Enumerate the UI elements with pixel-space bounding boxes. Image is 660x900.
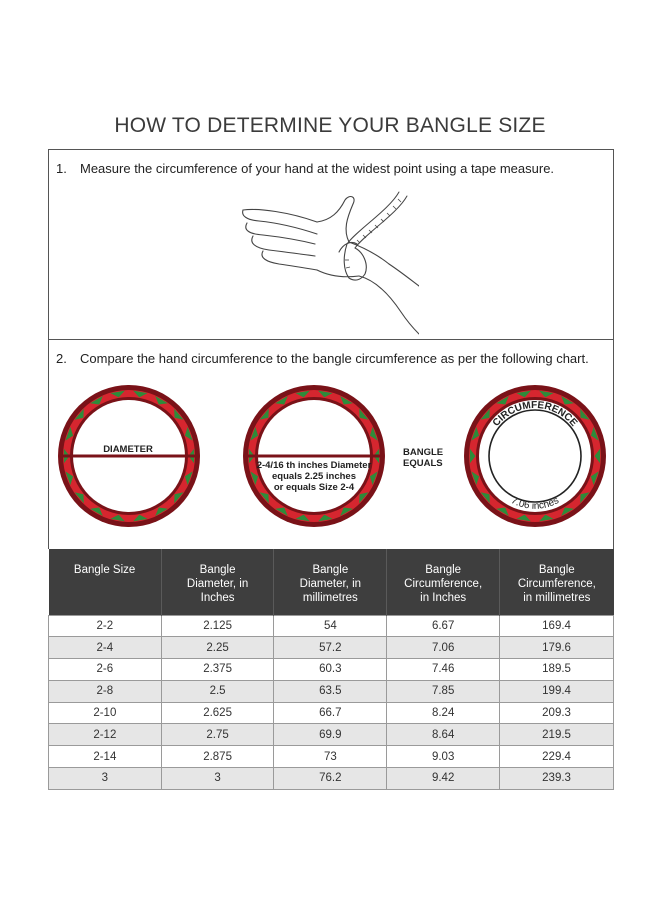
cell-diameter-mm: 69.9 bbox=[274, 724, 387, 746]
cell-circ-in: 7.06 bbox=[387, 637, 500, 659]
step-number: 1. bbox=[56, 161, 67, 176]
cell-circ-in: 8.24 bbox=[387, 702, 500, 724]
step-description: Compare the hand circumference to the bangle circumference as per the following chart. bbox=[80, 351, 589, 366]
cell-size: 2-6 bbox=[49, 659, 162, 681]
bangle-size-example-diagram bbox=[240, 382, 388, 530]
step-description: Measure the circumference of your hand at the widest point using a tape measure. bbox=[80, 161, 555, 176]
diameter-label: DIAMETER bbox=[103, 444, 153, 455]
step-number: 2. bbox=[56, 351, 67, 366]
cell-size: 2-10 bbox=[49, 702, 162, 724]
cell-diameter-in: 2.625 bbox=[161, 702, 274, 724]
header-circumference-inches: Bangle Circumference, in Inches bbox=[387, 549, 500, 615]
cell-circ-mm: 229.4 bbox=[500, 746, 614, 768]
cell-diameter-in: 2.125 bbox=[161, 615, 274, 637]
cell-circ-mm: 179.6 bbox=[500, 637, 614, 659]
size-example-line-3: or equals Size 2-4 bbox=[273, 482, 355, 493]
header-circumference-mm: Bangle Circumference, in millimetres bbox=[500, 549, 614, 615]
header-bangle-size: Bangle Size bbox=[49, 549, 162, 615]
cell-diameter-in: 2.5 bbox=[161, 680, 274, 702]
size-example-line-2: equals 2.25 inches bbox=[272, 471, 356, 482]
cell-circ-in: 9.42 bbox=[387, 768, 500, 790]
cell-circ-mm: 199.4 bbox=[500, 680, 614, 702]
cell-circ-mm: 189.5 bbox=[500, 659, 614, 681]
table-row bbox=[49, 768, 614, 790]
table-row bbox=[49, 724, 614, 746]
cell-diameter-in: 2.875 bbox=[161, 746, 274, 768]
table-row bbox=[49, 680, 614, 702]
step-1-panel bbox=[48, 149, 614, 340]
cell-diameter-mm: 54 bbox=[274, 615, 387, 637]
bangle-circumference-diagram bbox=[461, 382, 609, 530]
cell-size: 2-12 bbox=[49, 724, 162, 746]
step-1-text bbox=[56, 161, 554, 176]
cell-diameter-mm: 57.2 bbox=[274, 637, 387, 659]
header-diameter-mm: Bangle Diameter, in millimetres bbox=[274, 549, 387, 615]
table-row bbox=[49, 702, 614, 724]
bangle-equals-label bbox=[403, 447, 443, 469]
step-2-panel bbox=[48, 339, 614, 549]
cell-circ-mm: 239.3 bbox=[500, 768, 614, 790]
table-row bbox=[49, 637, 614, 659]
table-row bbox=[49, 746, 614, 768]
cell-circ-in: 7.46 bbox=[387, 659, 500, 681]
size-example-label bbox=[255, 460, 373, 493]
cell-diameter-mm: 60.3 bbox=[274, 659, 387, 681]
cell-circ-in: 9.03 bbox=[387, 746, 500, 768]
cell-diameter-in: 2.375 bbox=[161, 659, 274, 681]
cell-diameter-mm: 66.7 bbox=[274, 702, 387, 724]
cell-size: 2-2 bbox=[49, 615, 162, 637]
cell-circ-mm: 219.5 bbox=[500, 724, 614, 746]
page-title: HOW TO DETERMINE YOUR BANGLE SIZE bbox=[114, 114, 546, 137]
cell-diameter-in: 2.25 bbox=[161, 637, 274, 659]
table-row bbox=[49, 615, 614, 637]
bangle-size-table bbox=[48, 549, 614, 790]
cell-size: 3 bbox=[49, 768, 162, 790]
table-row bbox=[49, 659, 614, 681]
equals-line-1: BANGLE bbox=[403, 447, 444, 458]
cell-circ-in: 8.64 bbox=[387, 724, 500, 746]
cell-diameter-mm: 73 bbox=[274, 746, 387, 768]
cell-size: 2-4 bbox=[49, 637, 162, 659]
size-example-line-1: 2-4/16 th inches Diameter bbox=[256, 460, 372, 471]
cell-diameter-mm: 76.2 bbox=[274, 768, 387, 790]
cell-size: 2-14 bbox=[49, 746, 162, 768]
cell-size: 2-8 bbox=[49, 680, 162, 702]
cell-circ-mm: 209.3 bbox=[500, 702, 614, 724]
table-header-row bbox=[49, 549, 614, 615]
hand-measuring-illustration bbox=[239, 190, 419, 335]
circumference-value: 7.06 inches bbox=[509, 495, 561, 512]
cell-circ-in: 7.85 bbox=[387, 680, 500, 702]
bangle-diameter-diagram bbox=[55, 382, 203, 530]
cell-circ-mm: 169.4 bbox=[500, 615, 614, 637]
cell-diameter-mm: 63.5 bbox=[274, 680, 387, 702]
cell-diameter-in: 2.75 bbox=[161, 724, 274, 746]
cell-circ-in: 6.67 bbox=[387, 615, 500, 637]
header-diameter-inches: Bangle Diameter, in Inches bbox=[161, 549, 274, 615]
equals-line-2: EQUALS bbox=[403, 458, 443, 469]
circumference-text: CIRCUMFERENCE bbox=[490, 399, 580, 429]
cell-diameter-in: 3 bbox=[161, 768, 274, 790]
step-2-text bbox=[56, 351, 589, 366]
